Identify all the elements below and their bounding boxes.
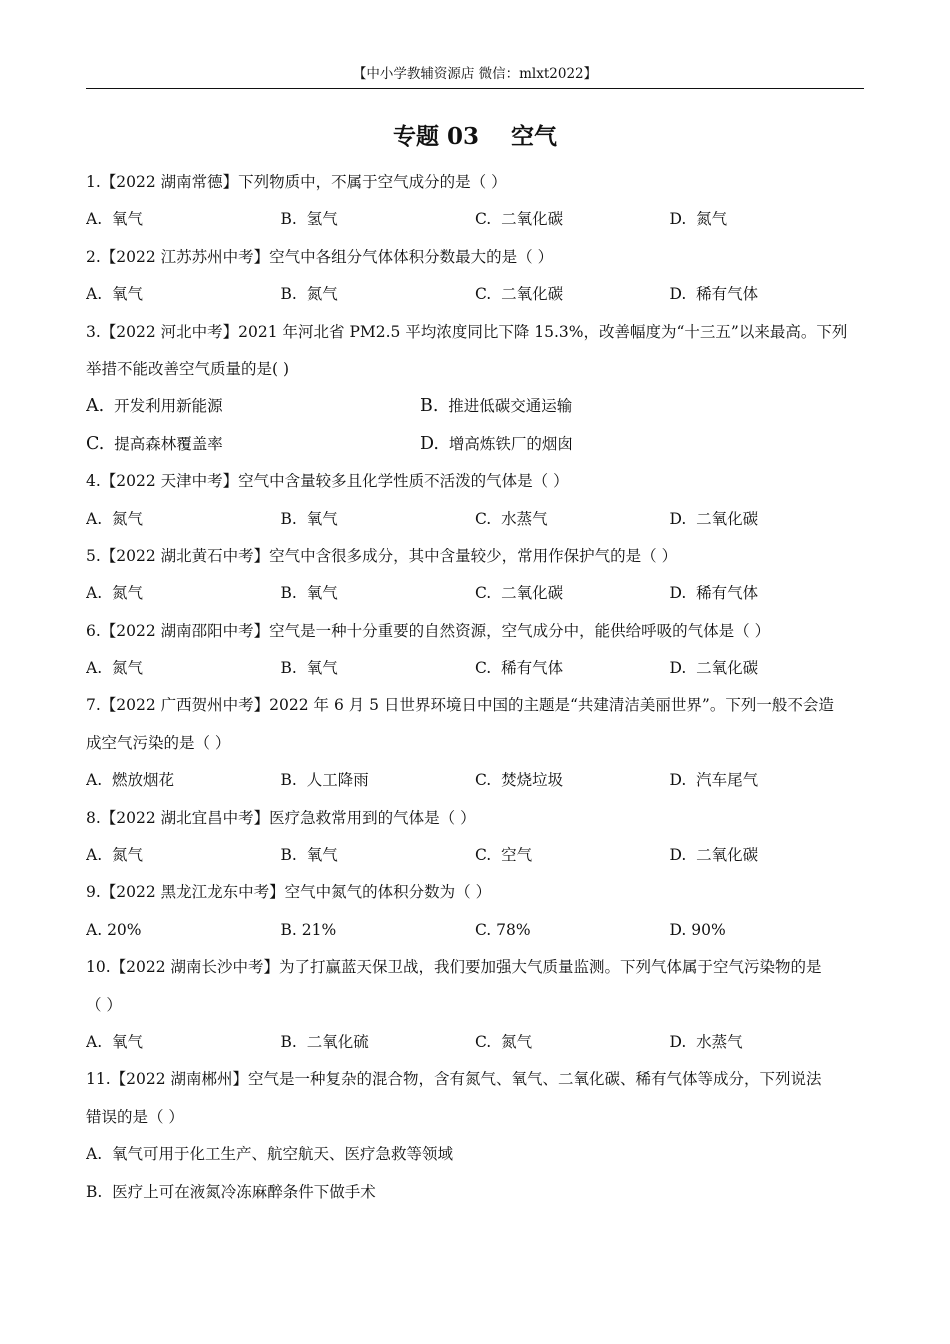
option-b [281, 650, 476, 687]
option-text: 二氧化碳 [696, 659, 759, 678]
option-letter: A. [86, 285, 103, 304]
option-c [475, 650, 670, 687]
option-text: 水蒸气 [501, 509, 548, 528]
option-spacer [491, 285, 501, 303]
option-letter: A. [86, 396, 105, 417]
question-1 [86, 164, 864, 239]
options-row [86, 650, 864, 687]
option-b [281, 276, 476, 313]
option-spacer [102, 1183, 112, 1201]
options-row [86, 201, 864, 238]
option-letter: B. [280, 1032, 297, 1051]
question-stem-line: 8.【2022 湖北宜昌中考】医疗急救常用到的气体是（ ） [86, 808, 476, 827]
option-d [670, 1024, 865, 1061]
question-9 [86, 874, 864, 949]
option-text: 氧气 [111, 285, 143, 304]
question-6 [86, 613, 864, 688]
option-spacer [686, 1033, 696, 1051]
question-stem-line: 1.【2022 湖南常德】下列物质中，不属于空气成分的是（ ） [86, 173, 507, 191]
option-spacer [102, 846, 112, 864]
option-letter: C. [475, 846, 492, 865]
question-stem-line: 3.【2022 河北中考】2021 年河北省 PM2.5 平均浓度同比下降 15.3%，改善幅度为“十三五”以来最高。下列 [86, 322, 848, 341]
option-spacer [686, 659, 696, 677]
option-text: 二氧化碳 [501, 210, 564, 229]
option-letter: A. [86, 210, 103, 229]
option-letter: D. [420, 433, 439, 454]
option-spacer [297, 584, 307, 602]
option-text: 二氧化碳 [696, 509, 759, 528]
option-text: 二氧化碳 [501, 584, 564, 603]
header-divider [86, 88, 864, 89]
option-letter: B. [86, 1182, 103, 1201]
options-row [86, 575, 864, 612]
option-letter: B. [420, 396, 439, 417]
question-4 [86, 463, 864, 538]
option-c [475, 837, 670, 874]
option-spacer [297, 771, 307, 789]
option-a [86, 762, 281, 799]
option-a [86, 912, 281, 949]
option-c [475, 912, 670, 949]
option-spacer [297, 285, 307, 303]
option-spacer [491, 584, 501, 602]
options-row [86, 501, 864, 538]
option-c [475, 762, 670, 799]
option-spacer [102, 285, 112, 303]
option-letter: D. [669, 210, 687, 229]
option-spacer [297, 210, 307, 228]
option-text: 稀有气体 [501, 659, 564, 678]
option-a [86, 388, 420, 425]
option-a [86, 501, 281, 538]
option-a [86, 650, 281, 687]
option-spacer [686, 771, 696, 789]
options-row [86, 912, 864, 949]
option-spacer [686, 584, 696, 602]
option-d [670, 201, 865, 238]
option-b [281, 575, 476, 612]
option-text: 氧气可用于化工生产、航空航天、医疗急救等领域 [111, 1145, 453, 1164]
option-text: 21% [301, 920, 337, 939]
question-stem-line: 6.【2022 湖南邵阳中考】空气是一种十分重要的自然资源，空气成分中，能供给呼吸的气体是（ ） [86, 621, 771, 640]
option-text: 氮气 [501, 1032, 533, 1051]
option-text: 氧气 [111, 1032, 143, 1051]
option-letter: A. [86, 584, 103, 603]
option-b [420, 388, 754, 425]
option-spacer [491, 510, 501, 528]
option-spacer [686, 846, 696, 864]
option-spacer [102, 510, 112, 528]
question-10 [86, 949, 864, 1061]
option-b [86, 1183, 376, 1201]
option-letter: D. [669, 584, 687, 603]
question-list [86, 164, 864, 1211]
option-text: 氮气 [306, 285, 338, 304]
option-a [86, 1145, 453, 1163]
option-letter: D. [669, 1032, 687, 1051]
option-text: 二氧化碳 [696, 846, 759, 865]
options-row [86, 762, 864, 799]
option-spacer [491, 1033, 501, 1051]
option-letter: A. [86, 771, 103, 790]
option-c [475, 276, 670, 313]
option-letter: A. [86, 846, 103, 865]
option-text: 氮气 [111, 846, 143, 865]
option-spacer [104, 397, 114, 415]
option-a [86, 201, 281, 238]
option-letter: A. [86, 659, 103, 678]
options-row [86, 426, 864, 463]
options-row [86, 1024, 864, 1061]
question-stem-line: 10.【2022 湖南长沙中考】为了打赢蓝天保卫战，我们要加强大气质量监测。下列气体属于空气污染物的是 [86, 958, 822, 977]
option-c [475, 575, 670, 612]
question-3 [86, 314, 864, 464]
page-header: 【中小学教辅资源店 微信：mlxt2022】 [352, 66, 598, 82]
option-spacer [102, 584, 112, 602]
option-b [281, 1024, 476, 1061]
option-spacer [439, 435, 449, 453]
option-text: 氧气 [306, 846, 338, 865]
question-stem-line: （ ） [86, 995, 122, 1014]
option-text: 78% [496, 920, 531, 939]
option-letter: D. [669, 285, 687, 304]
option-c [475, 1024, 670, 1061]
option-letter: C. [475, 659, 492, 678]
option-text: 燃放烟花 [111, 771, 174, 790]
option-spacer [102, 771, 112, 789]
option-text: 提高森林覆盖率 [114, 434, 223, 453]
options-row [86, 1174, 864, 1211]
option-text: 空气 [501, 846, 533, 865]
options-row [86, 1136, 864, 1173]
question-stem-line: 错误的是（ ） [86, 1107, 184, 1126]
option-spacer [491, 846, 501, 864]
option-spacer [297, 846, 307, 864]
option-letter: B. [280, 210, 297, 229]
question-11 [86, 1061, 864, 1211]
option-letter: C. [475, 285, 492, 304]
option-text: 氧气 [306, 659, 338, 678]
option-letter: D. [669, 920, 687, 939]
option-text: 汽车尾气 [696, 771, 759, 790]
option-text: 水蒸气 [696, 1032, 743, 1051]
option-text: 二氧化碳 [501, 285, 564, 304]
option-text: 氮气 [111, 584, 143, 603]
option-a [86, 575, 281, 612]
options-row [86, 276, 864, 313]
option-letter: B. [280, 771, 297, 790]
option-text: 氧气 [306, 509, 338, 528]
option-text: 二氧化硫 [306, 1032, 369, 1051]
option-spacer [686, 510, 696, 528]
question-5 [86, 538, 864, 613]
option-c [475, 501, 670, 538]
option-letter: C. [475, 509, 492, 528]
option-b [281, 201, 476, 238]
question-stem-line: 5.【2022 湖北黄石中考】空气中含很多成分，其中含量较少，常用作保护气的是（ ） [86, 546, 678, 565]
option-c [475, 201, 670, 238]
question-stem-line: 7.【2022 广西贺州中考】2022 年 6 月 5 日世界环境日中国的主题是“共建清洁美丽世界”。下列一般不会造 [86, 696, 834, 715]
option-d [420, 426, 754, 463]
option-text: 氮气 [696, 210, 728, 229]
option-spacer [102, 659, 112, 677]
option-b [281, 762, 476, 799]
option-spacer [297, 659, 307, 677]
option-d [670, 575, 865, 612]
option-text: 稀有气体 [696, 584, 759, 603]
option-b [281, 837, 476, 874]
option-letter: C. [475, 1032, 492, 1051]
option-letter: C. [475, 210, 492, 229]
option-letter: B. [280, 285, 297, 304]
option-letter: D. [669, 846, 687, 865]
option-b [281, 912, 476, 949]
question-2 [86, 239, 864, 314]
option-letter: B. [280, 920, 297, 939]
options-row [86, 837, 864, 874]
option-letter: C. [475, 920, 492, 939]
option-spacer [491, 210, 501, 228]
option-a [86, 837, 281, 874]
option-text: 开发利用新能源 [114, 397, 223, 416]
option-a [86, 276, 281, 313]
option-text: 氢气 [306, 210, 338, 229]
page-title: 专题 03 空气 [392, 123, 558, 150]
option-letter: A. [86, 1032, 103, 1051]
option-text: 稀有气体 [696, 285, 759, 304]
option-letter: C. [475, 584, 492, 603]
option-spacer [102, 1033, 112, 1051]
question-stem-line: 2.【2022 江苏苏州中考】空气中各组分气体体积分数最大的是（ ） [86, 247, 554, 266]
option-letter: A. [86, 509, 103, 528]
option-spacer [102, 210, 112, 228]
option-spacer [104, 435, 114, 453]
option-spacer [438, 397, 448, 415]
option-d [670, 837, 865, 874]
question-stem-line: 9.【2022 黑龙江龙东中考】空气中氮气的体积分数为（ ） [86, 883, 492, 902]
option-a [86, 1024, 281, 1061]
option-text: 氮气 [111, 659, 143, 678]
option-letter: C. [86, 433, 105, 454]
option-spacer [686, 285, 696, 303]
question-stem-line: 11.【2022 湖南郴州】空气是一种复杂的混合物，含有氮气、氧气、二氧化碳、稀有气体等成分，下列说法 [86, 1070, 822, 1089]
option-d [670, 762, 865, 799]
option-spacer [686, 210, 696, 228]
option-spacer [491, 659, 501, 677]
option-letter: A. [86, 920, 103, 939]
option-letter: B. [280, 509, 297, 528]
option-text: 医疗上可在液氮冷冻麻醉条件下做手术 [112, 1182, 376, 1201]
option-letter: B. [280, 846, 297, 865]
question-7 [86, 687, 864, 799]
option-letter: D. [669, 659, 687, 678]
option-d [670, 501, 865, 538]
option-letter: A. [86, 1145, 103, 1164]
question-stem-line: 4.【2022 天津中考】空气中含量较多且化学性质不活泼的气体是（ ） [86, 472, 569, 491]
option-d [670, 912, 865, 949]
option-letter: D. [669, 509, 687, 528]
option-spacer [297, 1033, 307, 1051]
option-spacer [102, 1145, 112, 1163]
option-text: 人工降雨 [306, 771, 369, 790]
option-spacer [297, 510, 307, 528]
option-letter: D. [669, 771, 687, 790]
option-text: 增高炼铁厂的烟囱 [448, 434, 573, 453]
option-text: 氧气 [306, 584, 338, 603]
option-letter: B. [280, 659, 297, 678]
option-text: 90% [691, 920, 726, 939]
options-row [86, 388, 864, 425]
option-spacer [491, 771, 501, 789]
option-text: 氮气 [111, 509, 143, 528]
option-d [670, 276, 865, 313]
question-stem-line: 成空气污染的是（ ） [86, 733, 231, 752]
option-text: 焚烧垃圾 [501, 771, 564, 790]
option-d [670, 650, 865, 687]
option-text: 推进低碳交通运输 [448, 397, 573, 416]
option-b [281, 501, 476, 538]
option-letter: B. [280, 584, 297, 603]
option-text: 20% [107, 920, 142, 939]
option-c [86, 426, 420, 463]
question-8 [86, 800, 864, 875]
option-text: 氧气 [111, 210, 143, 229]
option-letter: C. [475, 771, 492, 790]
question-stem-line: 举措不能改善空气质量的是( ) [86, 359, 290, 378]
